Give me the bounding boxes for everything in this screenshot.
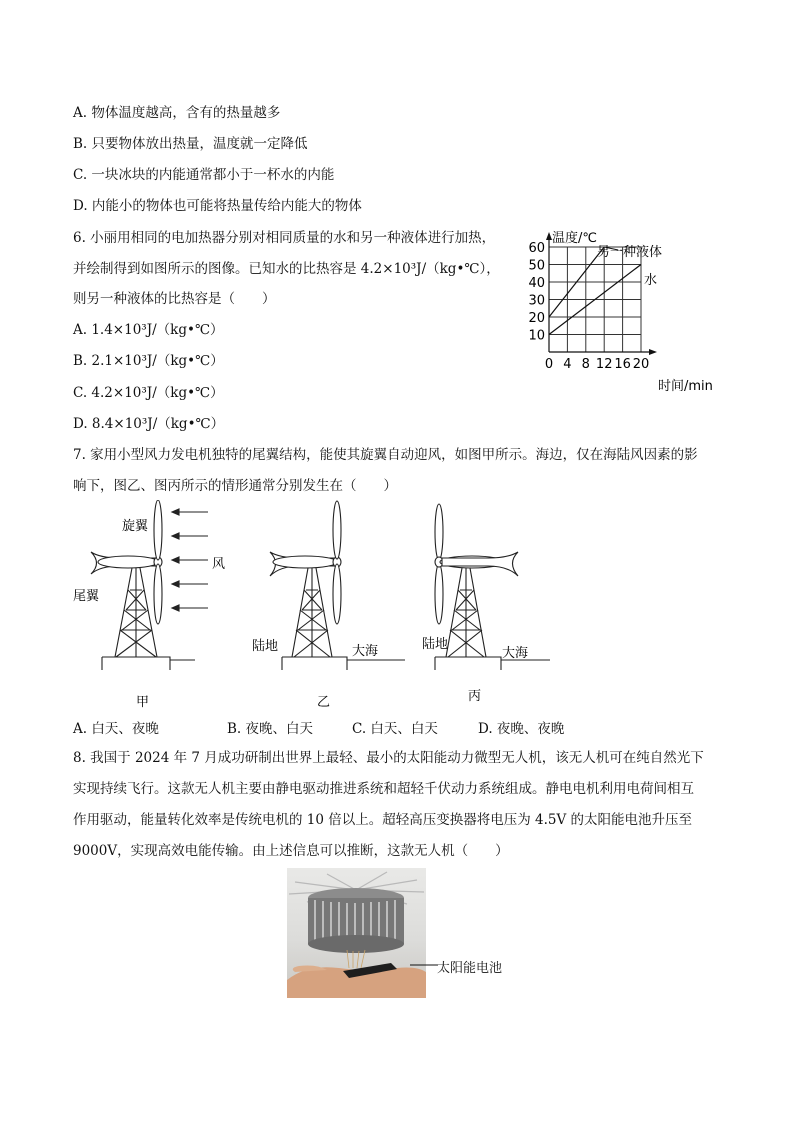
y-axis-label: 温度/℃ xyxy=(552,231,597,246)
q5-option-a: A. 物体温度越高，含有的热量越多 xyxy=(73,105,281,121)
sea-label-yi: 大海 xyxy=(352,644,379,659)
y-tick-label: 40 xyxy=(528,276,545,291)
x-tick-label: 4 xyxy=(563,357,572,372)
q5-option-b: B. 只要物体放出热量，温度就一定降低 xyxy=(73,136,308,152)
wind-label: 风 xyxy=(212,557,226,572)
x-tick-label: 20 xyxy=(632,357,650,372)
q6-stem-line1: 6. 小丽用相同的电加热器分别对相同质量的水和另一种液体进行加热， xyxy=(73,230,496,246)
rotor-label: 旋翼 xyxy=(122,519,149,534)
y-tick-label: 20 xyxy=(528,311,545,326)
y-tick-label: 30 xyxy=(528,293,545,309)
q6-option-a: A. 1.4×10³J/（kg•℃） xyxy=(73,322,224,338)
micro-drone-photo xyxy=(287,868,426,998)
turbine-yi xyxy=(270,501,405,670)
land-label-yi: 陆地 xyxy=(252,639,279,654)
q7-stem-line1: 7. 家用小型风力发电机独特的尾翼结构，能使其旋翼自动迎风，如图甲所示。海边，仅在海陆风因素的影 xyxy=(73,447,698,463)
wind-arrows xyxy=(172,509,208,611)
q7-option-b: B. 夜晚、白天 xyxy=(227,721,314,737)
q8-stem-line3: 作用驱动，能量转化效率是传统电机的 10 倍以上。超轻高压变换器将电压为 4.5V 的太阳能电池升压至 xyxy=(73,812,693,828)
q8-stem-line1: 8. 我国于 2024 年 7 月成功研制出世界上最轻、最小的太阳能动力微型无人机，该无人机可在纯自然光下 xyxy=(73,750,704,766)
caption-yi: 乙 xyxy=(317,695,331,710)
series-label-water: 水 xyxy=(644,273,658,288)
caption-jia: 甲 xyxy=(136,695,150,710)
turbine-bing xyxy=(435,504,550,670)
x-tick-label: 8 xyxy=(581,357,590,372)
q6-stem-line2: 并绘制得到如图所示的图像。已知水的比热容是 4.2×10³J/（kg•℃）， xyxy=(73,261,500,277)
y-tick-label: 10 xyxy=(528,328,545,344)
q5-option-d: D. 内能小的物体也可能将热量传给内能大的物体 xyxy=(73,198,362,214)
caption-bing: 丙 xyxy=(468,689,482,704)
q6-option-d: D. 8.4×10³J/（kg•℃） xyxy=(73,416,225,432)
x-tick-label: 0 xyxy=(544,357,554,372)
sea-label-bing: 大海 xyxy=(502,646,529,661)
q7-option-d: D. 夜晚、夜晚 xyxy=(478,721,565,737)
q6-option-c: C. 4.2×10³J/（kg•℃） xyxy=(73,385,224,401)
x-axis-label: 时间/min xyxy=(658,379,713,394)
q6-option-b: B. 2.1×10³J/（kg•℃） xyxy=(73,353,224,369)
series-label-other-liquid: 另一种液体 xyxy=(597,245,663,260)
q7-option-c: C. 白天、白天 xyxy=(352,721,438,737)
q8-stem-line4: 9000V，实现高效电能传输。由上述信息可以推断，这款无人机（ ） xyxy=(73,843,509,859)
land-label-bing: 陆地 xyxy=(422,637,449,652)
temperature-time-chart xyxy=(500,226,730,398)
q5-option-c: C. 一块冰块的内能通常都小于一杯水的内能 xyxy=(73,167,335,183)
y-tick-label: 50 xyxy=(528,258,545,274)
wind-turbine-figure xyxy=(60,500,560,710)
y-tick-label: 60 xyxy=(528,241,545,256)
solar-cell-label: 太阳能电池 xyxy=(437,961,503,976)
q6-stem-line3: 则另一种液体的比热容是（ ） xyxy=(73,291,276,307)
chart-series xyxy=(549,247,641,335)
photo-pointer-line xyxy=(410,960,440,970)
q7-option-a: A. 白天、夜晚 xyxy=(73,721,159,737)
x-tick-label: 12 xyxy=(595,357,613,372)
x-tick-label: 16 xyxy=(614,357,631,372)
x-axis-arrow xyxy=(649,349,657,355)
q8-stem-line2: 实现持续飞行。这款无人机主要由静电驱动推进系统和超轻千伏动力系统组成。静电电机利用电荷间相互 xyxy=(73,781,694,797)
tail-label: 尾翼 xyxy=(73,589,100,604)
q7-stem-line2: 响下，图乙、图丙所示的情形通常分别发生在（ ） xyxy=(73,478,397,494)
